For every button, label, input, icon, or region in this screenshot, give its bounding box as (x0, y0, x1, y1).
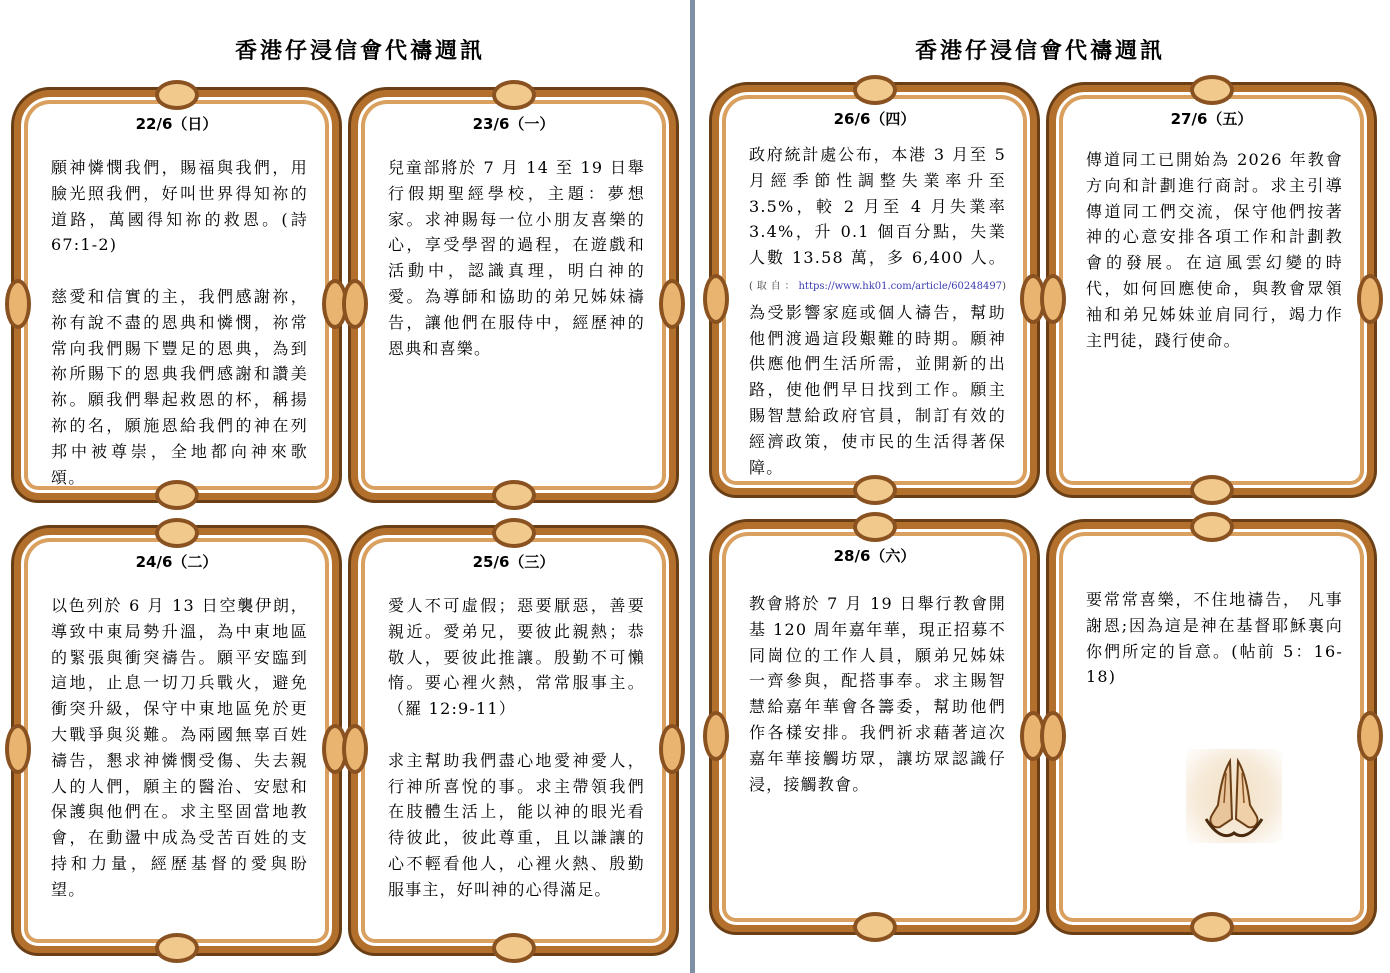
card-text (1086, 587, 1343, 716)
page-divider (690, 0, 695, 973)
card-date: 25/6（三） (472, 553, 555, 571)
card-text (749, 142, 1006, 506)
card-text (388, 593, 645, 928)
card-paragraph: 求主幫助我們盡心地愛神愛人，行神所喜悅的事。求主帶領我們在肢體生活上，能以神的眼光看待彼此，彼此尊重，且以謙讓的心不輕看他人，心裡火熱、殷勤服事主，好叫神的心得滿足。 (388, 750, 645, 899)
prayer-card-28-6 (712, 522, 1037, 932)
card-text (1086, 147, 1343, 379)
scroll-ornament-icon (659, 279, 685, 329)
card-paragraph: 慈愛和信實的主，我們感謝祢，祢有說不盡的恩典和憐憫，祢常常向我們賜下豐足的恩典，為到祢所賜下的恩典我們感謝和讚美祢。願我們舉起救恩的杯，稱揚祢的名，願施恩給我們的神在列邦中被尊崇，全地都向神來歌頌。 (51, 286, 308, 487)
card-paragraph: 以色列於 6 月 13 日空襲伊朗，導致中東局勢升溫，為中東地區的緊張與衝突禱告。願平安臨到這地，止息一切刀兵戰火，避免衝突升級，保守中東地區免於更大戰爭與災難。為兩國無辜百姓禱告，懇求神憐憫受傷、失去親人的人們，願主的醫治、安慰和保護與他們在。求主堅固當地教會，在動盪中成為受苦百姓的支持和力量，經歷基督的愛與盼望。 (51, 596, 308, 899)
scroll-ornament-icon (342, 279, 368, 329)
card-paragraph: 教會將於 7 月 19 日舉行教會開基 120 周年嘉年華，現正招募不同崗位的工作人員，願弟兄姊妹一齊參與，配搭事奉。求主賜智慧給嘉年華會各籌委，幫助他們作各樣安排。我們祈求藉著這次嘉年華接觸坊眾，讓坊眾認識仔浸，接觸教會。 (749, 594, 1006, 794)
card-paragraph: 願神憐憫我們，賜福與我們，用臉光照我們，好叫世界得知祢的道路，萬國得知祢的救恩。(詩 67:1-2) (51, 158, 308, 255)
card-date: 27/6（五） (1170, 110, 1253, 128)
scroll-ornament-icon (5, 279, 31, 329)
card-paragraph: 要常常喜樂，不住地禱告， 凡事謝恩;因為這是神在基督耶穌裏向你們所定的旨意。(帖前 5：16-18) (1086, 590, 1343, 687)
source-prefix: (取自： (749, 280, 799, 292)
scroll-ornament-icon (5, 724, 31, 774)
card-text (51, 155, 308, 516)
prayer-card-26-6 (712, 85, 1037, 495)
scroll-ornament-icon (703, 711, 729, 761)
card-date: 23/6（一） (472, 115, 555, 133)
scroll-ornament-icon (1040, 711, 1066, 761)
scroll-ornament-icon (1040, 274, 1066, 324)
scroll-ornament-icon (1357, 711, 1383, 761)
prayer-card-25-6 (351, 528, 676, 953)
card-text-after: 為受影響家庭或個人禱告，幫助他們渡過這段艱難的時期。願神供應他們生活所需，並開新的出路，使他們早日找到工作。願主賜智慧給政府官員，制訂有效的經濟政策，使市民的生活得著保障。 (749, 302, 1006, 477)
prayer-card-verse (1049, 522, 1374, 932)
page-title-right: 香港仔浸信會代禱週訊 (914, 38, 1165, 64)
scroll-ornament-icon (659, 724, 685, 774)
card-text (51, 593, 308, 928)
scroll-ornament-icon (1357, 274, 1383, 324)
prayer-card-27-6 (1049, 85, 1374, 495)
page-title-left: 香港仔浸信會代禱週訊 (234, 38, 485, 64)
card-text (388, 155, 645, 387)
card-paragraph (749, 142, 1006, 480)
card-date: 28/6（六） (833, 547, 916, 565)
card-date: 26/6（四） (833, 110, 916, 128)
source-suffix: ) (1002, 280, 1006, 292)
card-paragraph: 傳道同工已開始為 2026 年教會方向和計劃進行商討。求主引導傳道同工們交流，保守他們按著神的心意安排各項工作和計劃教會的發展。在這風雲幻變的時代，如何回應使命，與教會眾領袖和弟兄姊妹並肩同行，竭力作主門徒，踐行使命。 (1086, 150, 1343, 350)
card-paragraph: 愛人不可虛假；惡要厭惡，善要親近。愛弟兄，要彼此親熱；恭敬人，要彼此推讓。殷勤不可懶惰。要心裡火熱，常常服事主。（羅 12:9-11） (388, 596, 645, 719)
card-text (749, 591, 1006, 823)
scroll-ornament-icon (703, 274, 729, 324)
prayer-card-24-6 (14, 528, 339, 953)
source-link[interactable]: https://www.hk01.com/article/60248497 (798, 280, 1003, 292)
praying-hands-icon (1186, 749, 1282, 843)
card-paragraph: 兒童部將於 7 月 14 至 19 日舉行假期聖經學校，主題：夢想家。求神賜每一位小朋友喜樂的心，享受學習的過程，在遊戲和活動中，認識真理，明白神的愛。為導師和協助的弟兄姊妹禱告，讓他們在服侍中，經歷神的恩典和喜樂。 (388, 158, 645, 358)
scroll-ornament-icon (342, 724, 368, 774)
prayer-card-23-6 (351, 90, 676, 500)
card-date: 22/6（日） (135, 115, 218, 133)
prayer-card-22-6 (14, 90, 339, 500)
card-date: 24/6（二） (135, 553, 218, 571)
card-text-before: 政府統計處公布，本港 3 月至 5 月經季節性調整失業率升至 3.5%，較 2 月至 4 月失業率 3.4%，升 0.1 個百分點，失業人數 13.58 萬，多 6,400 人。 (749, 145, 1006, 268)
